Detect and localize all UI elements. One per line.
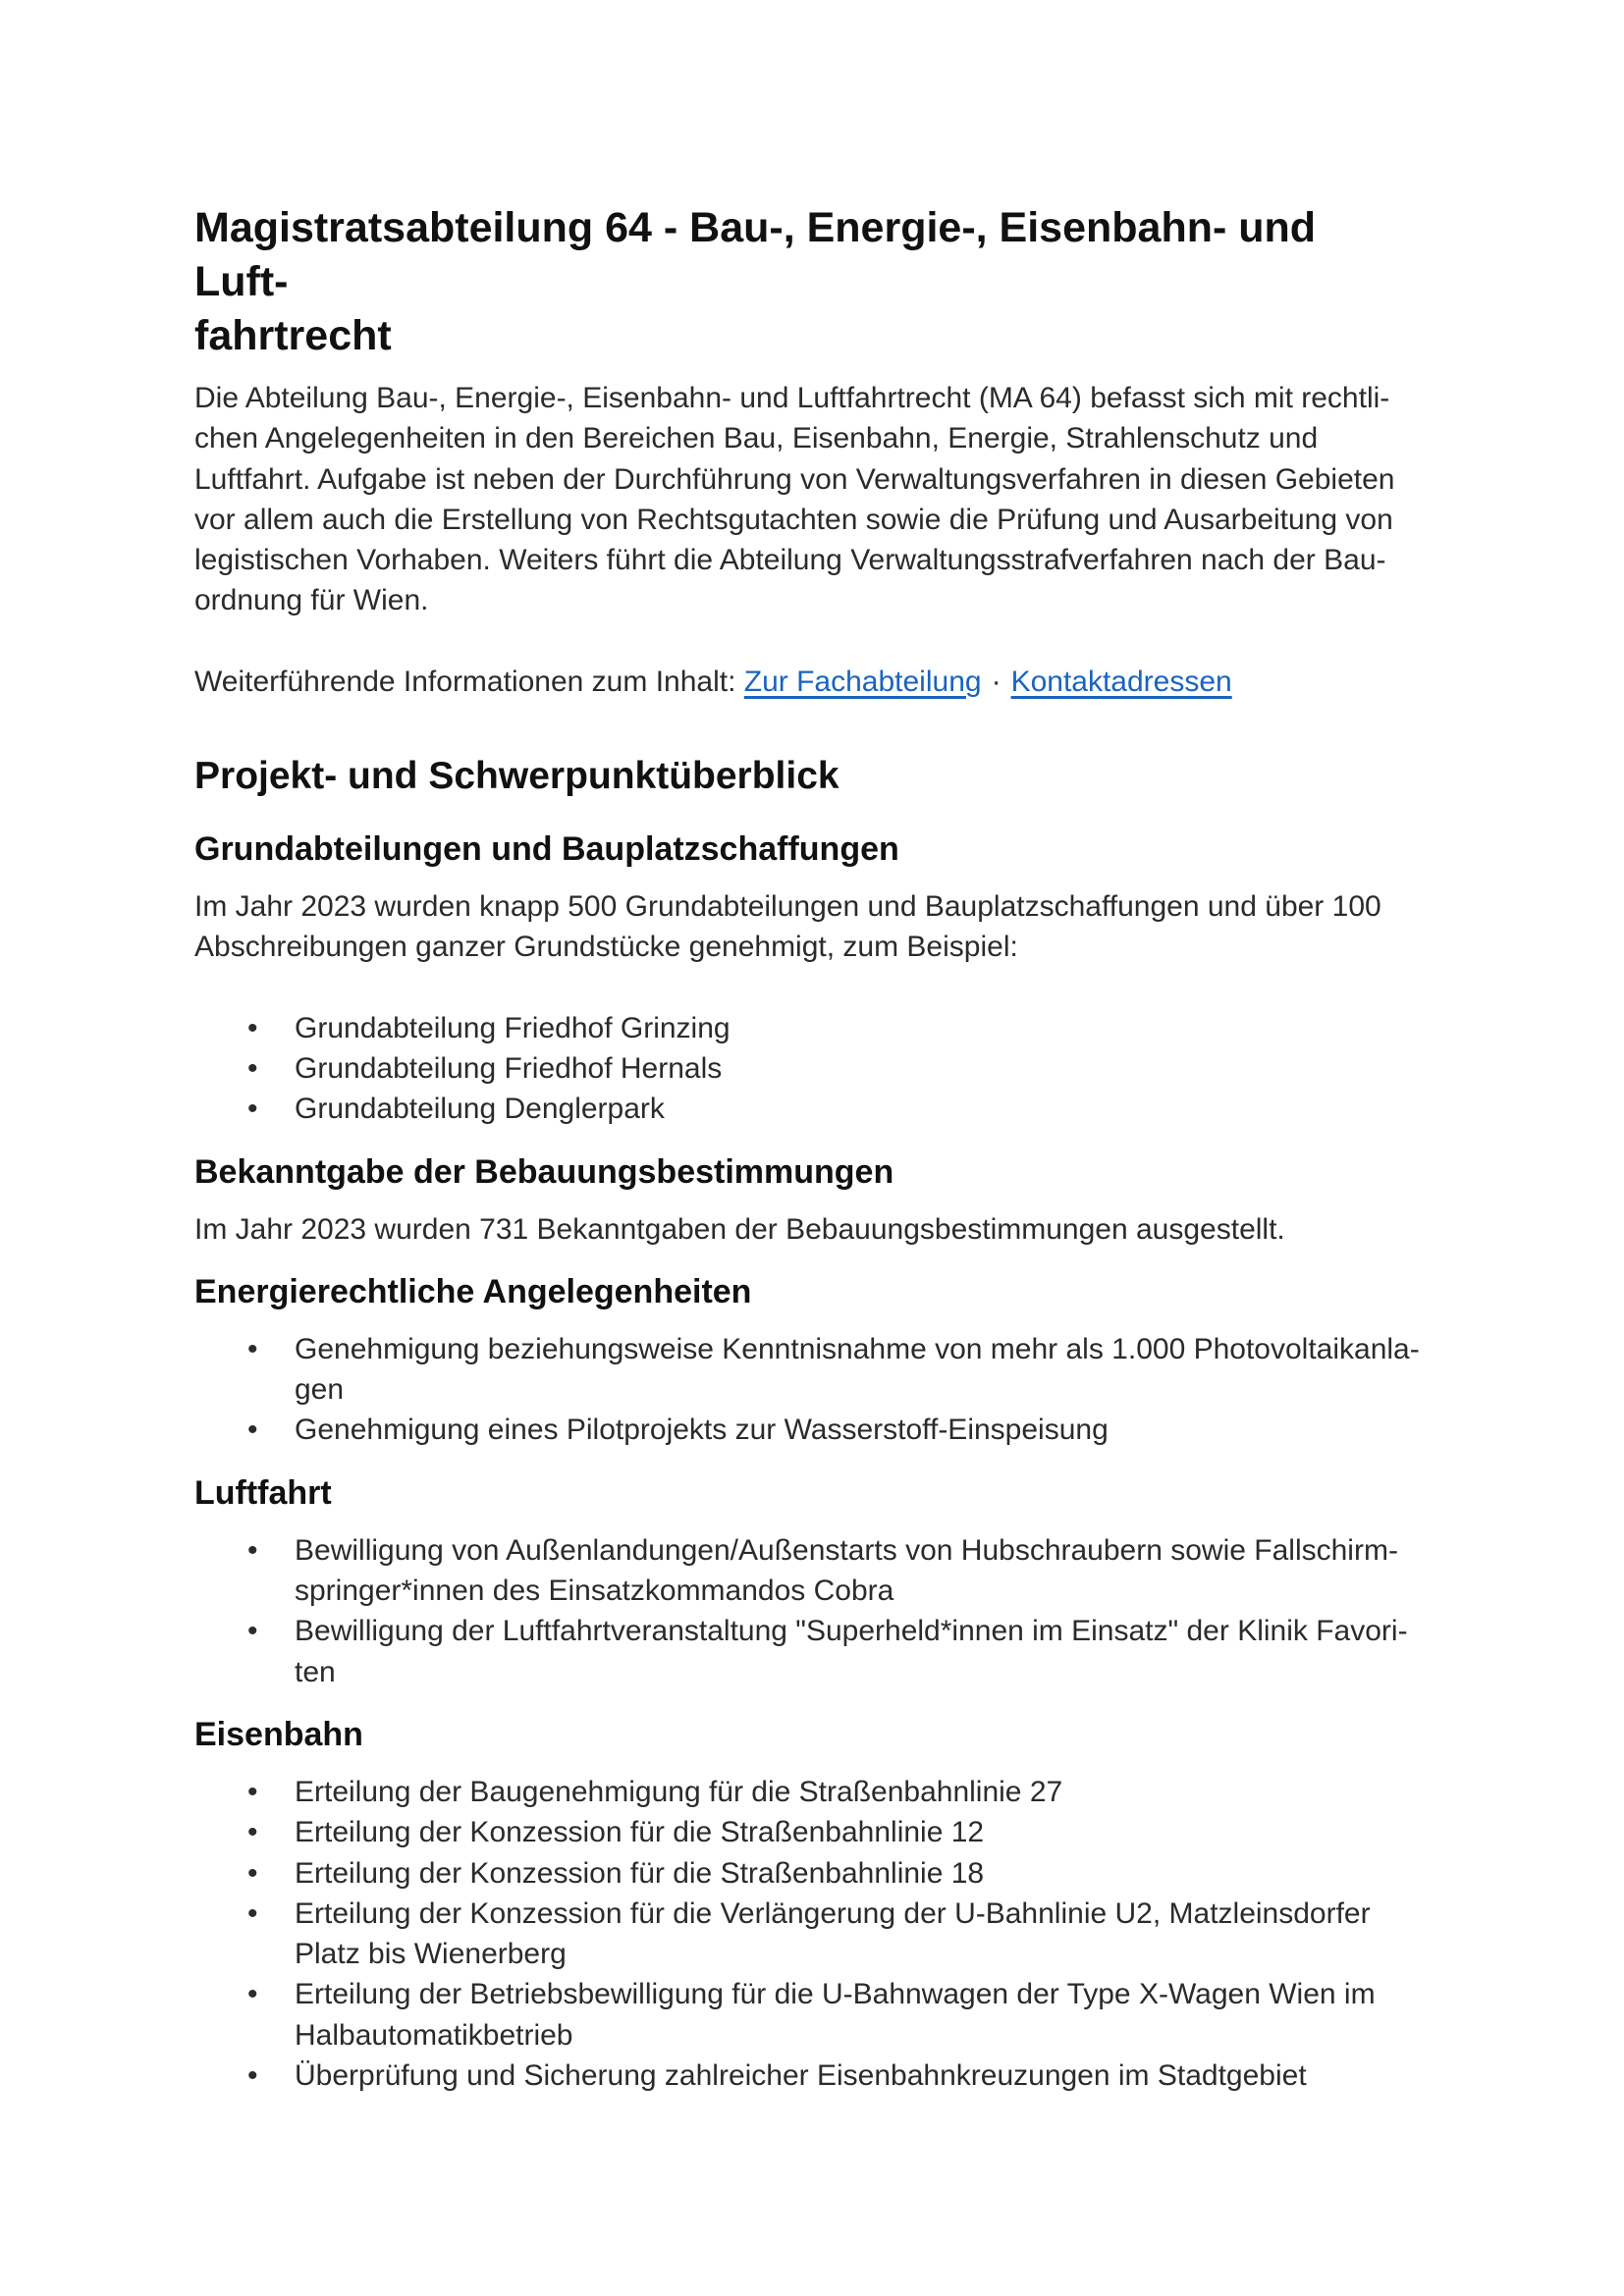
page-title-line: fahrtrecht <box>194 312 392 359</box>
bebauung-heading: Bekanntgabe der Bebauungsbestimmungen <box>194 1152 894 1191</box>
list-item-line: • Erteilung der Konzession für die Straßenbahnlinie 18 <box>295 1856 985 1890</box>
list-item: • Grundabteilung Denglerpark <box>194 1089 1430 1129</box>
intro-line: vor allem auch die Erstellung von Rechtsgutachten sowie die Prüfung und Ausarbeitung von <box>194 503 1393 536</box>
page-title-line: Magistratsabteilung 64 - Bau-, Energie-, Eisenbahn- und Luft- <box>194 204 1317 305</box>
list-item-line: • Überprüfung und Sicherung zahlreicher Eisenbahnkreuzungen im Stadtgebiet <box>295 2059 1307 2093</box>
grund-text-line: Im Jahr 2023 wurden knapp 500 Grundabteilungen und Bauplatzschaffungen und über 100 <box>194 890 1381 924</box>
list-item-line: • Bewilligung von Außenlandungen/Außenstarts von Hubschraubern sowie Fallschirm- <box>295 1533 1398 1567</box>
intro-line: Luftfahrt. Aufgabe ist neben der Durchführung von Verwaltungsverfahren in diesen Gebieten <box>194 462 1395 496</box>
list-item-line: gen <box>295 1373 345 1407</box>
overview-heading: Projekt- und Schwerpunktüberblick <box>194 755 839 798</box>
list-item <box>194 1974 1430 2056</box>
list-item-line: • Erteilung der Konzession für die Verlängerung der U-Bahnlinie U2, Matzleinsdorfer <box>295 1896 1371 1930</box>
grund-heading: Grundabteilungen und Bauplatzschaffungen <box>194 830 899 869</box>
kontaktadressen-link[interactable]: Kontaktadressen <box>1010 665 1232 698</box>
list-item-line: ten <box>295 1655 336 1688</box>
list-item <box>194 1530 1430 1612</box>
list-item <box>194 1611 1430 1692</box>
energie-heading: Energierechtliche Angelegenheiten <box>194 1272 752 1310</box>
list-item-line: • Genehmigung beziehungsweise Kenntnisnahme von mehr als 1.000 Photovoltaikanla- <box>295 1332 1420 1365</box>
grund-text <box>194 886 1430 968</box>
link-separator: · <box>991 665 1001 698</box>
list-item-line: • Genehmigung eines Pilotprojekts zur Wasserstoff-Einspeisung <box>295 1414 1109 1447</box>
eisenbahn-heading: Eisenbahn <box>194 1715 363 1753</box>
list-item <box>194 2056 1430 2096</box>
list-item <box>194 1329 1430 1411</box>
list-item-line: springer*innen des Einsatzkommandos Cobra <box>295 1575 894 1608</box>
intro-paragraph <box>194 378 1430 621</box>
list-item <box>194 1772 1430 1812</box>
luftfahrt-list <box>194 1530 1430 1692</box>
list-item <box>194 1894 1430 1975</box>
intro-line: Die Abteilung Bau-, Energie-, Eisenbahn- und Luftfahrtrecht (MA 64) befasst sich mit rechtli- <box>194 382 1390 414</box>
list-item: • Grundabteilung Friedhof Grinzing <box>194 1008 1430 1048</box>
page-title <box>194 201 1412 363</box>
list-item-line: Halbautomatikbetrieb <box>295 2018 573 2052</box>
list-item-line: • Erteilung der Konzession für die Straßenbahnlinie 12 <box>295 1816 985 1849</box>
more-info-label: Weiterführende Informationen zum Inhalt: <box>194 665 736 698</box>
intro-line: ordnung für Wien. <box>194 584 429 617</box>
intro-line: legistischen Vorhaben. Weiters führt die Abteilung Verwaltungsstrafverfahren nach der Bau- <box>194 544 1386 577</box>
more-info-line <box>194 662 1430 702</box>
list-item <box>194 1812 1430 1852</box>
energie-list <box>194 1329 1430 1451</box>
list-item-line: • Bewilligung der Luftfahrtveranstaltung "Superheld*innen im Einsatz" der Klinik Favori- <box>295 1615 1408 1648</box>
list-item <box>194 1853 1430 1894</box>
grund-list <box>194 1008 1430 1130</box>
intro-line: chen Angelegenheiten in den Bereichen Bau, Eisenbahn, Energie, Strahlenschutz und <box>194 422 1319 455</box>
list-item: • Grundabteilung Friedhof Hernals <box>194 1048 1430 1089</box>
fachabteilung-link[interactable]: Zur Fachabteilung <box>743 665 982 698</box>
bebauung-text: Im Jahr 2023 wurden 731 Bekanntgaben der Bebauungsbestimmungen ausgestellt. <box>194 1212 1285 1246</box>
list-item-line: • Erteilung der Betriebsbewilligung für die U-Bahnwagen der Type X-Wagen Wien im <box>295 1978 1376 2011</box>
list-item-line: • Erteilung der Baugenehmigung für die Straßenbahnlinie 27 <box>295 1775 1063 1808</box>
grund-text-line: Abschreibungen ganzer Grundstücke genehmigt, zum Beispiel: <box>194 931 1018 964</box>
eisenbahn-list <box>194 1772 1430 2096</box>
luftfahrt-heading: Luftfahrt <box>194 1473 332 1512</box>
list-item-line: Platz bis Wienerberg <box>295 1938 567 1971</box>
list-item <box>194 1410 1430 1450</box>
